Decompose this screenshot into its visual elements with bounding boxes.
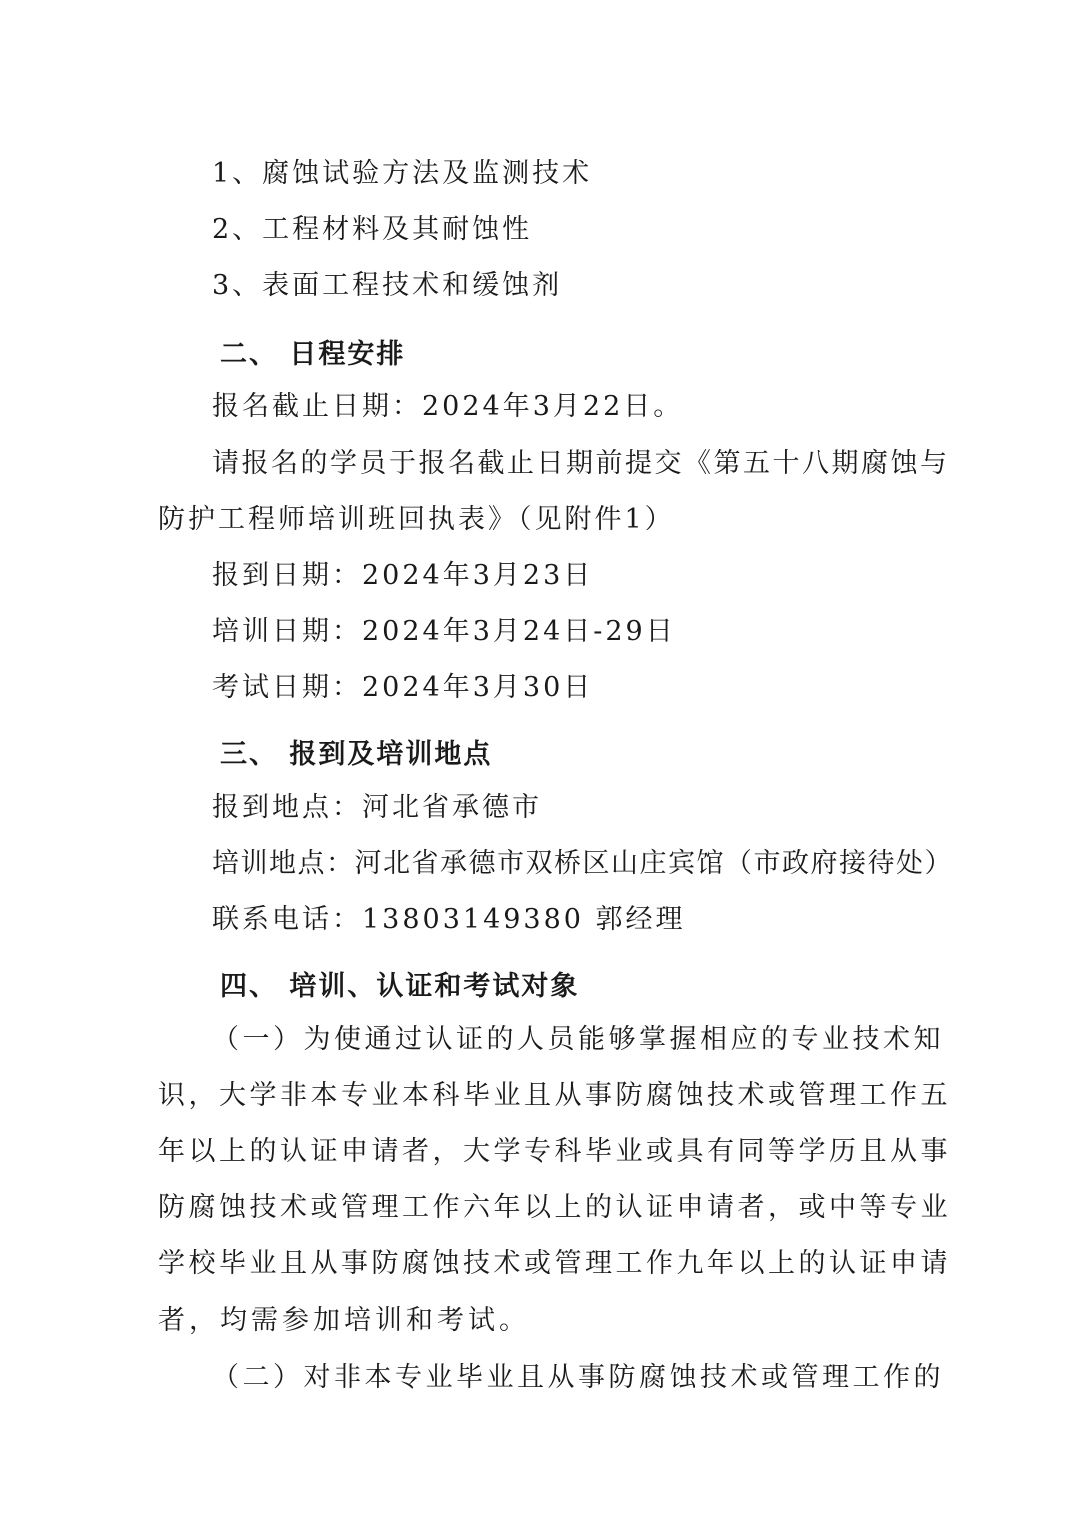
exam-date: 考试日期：2024年3月30日 [212, 672, 594, 703]
report-location: 报到地点：河北省承德市 [212, 792, 542, 823]
paragraph-1-line-5: 学校毕业且从事防腐蚀技术或管理工作九年以上的认证申请 [158, 1248, 951, 1279]
section-heading-audience: 四、 培训、认证和考试对象 [220, 971, 580, 1002]
training-location: 培训地点：河北省承德市双桥区山庄宾馆（市政府接待处） [212, 848, 953, 879]
section-heading-location: 三、 报到及培训地点 [220, 739, 493, 770]
section-heading-schedule: 二、 日程安排 [220, 339, 406, 370]
paragraph-2-line-1: （二）对非本专业毕业且从事防腐蚀技术或管理工作的 [212, 1362, 944, 1393]
report-date: 报到日期：2024年3月23日 [212, 560, 594, 591]
paragraph-1-line-1: （一）为使通过认证的人员能够掌握相应的专业技术知 [212, 1024, 944, 1055]
list-item-2: 2、工程材料及其耐蚀性 [212, 214, 533, 245]
submit-instruction-line-2: 防护工程师培训班回执表》（见附件1） [158, 504, 675, 535]
paragraph-1-line-4: 防腐蚀技术或管理工作六年以上的认证申请者，或中等专业 [158, 1192, 951, 1223]
list-item-3: 3、表面工程技术和缓蚀剂 [212, 270, 563, 301]
list-item-1: 1、腐蚀试验方法及监测技术 [212, 158, 593, 189]
contact-phone: 联系电话：13803149380 郭经理 [212, 904, 686, 935]
registration-deadline: 报名截止日期：2024年3月22日。 [212, 391, 684, 422]
paragraph-1-line-6: 者，均需参加培训和考试。 [158, 1305, 530, 1336]
paragraph-1-line-2: 识，大学非本专业本科毕业且从事防腐蚀技术或管理工作五 [158, 1080, 951, 1111]
paragraph-1-line-3: 年以上的认证申请者，大学专科毕业或具有同等学历且从事 [158, 1136, 951, 1167]
submit-instruction-line-1: 请报名的学员于报名截止日期前提交《第五十八期腐蚀与 [212, 448, 950, 479]
training-date: 培训日期：2024年3月24日-29日 [212, 616, 676, 647]
